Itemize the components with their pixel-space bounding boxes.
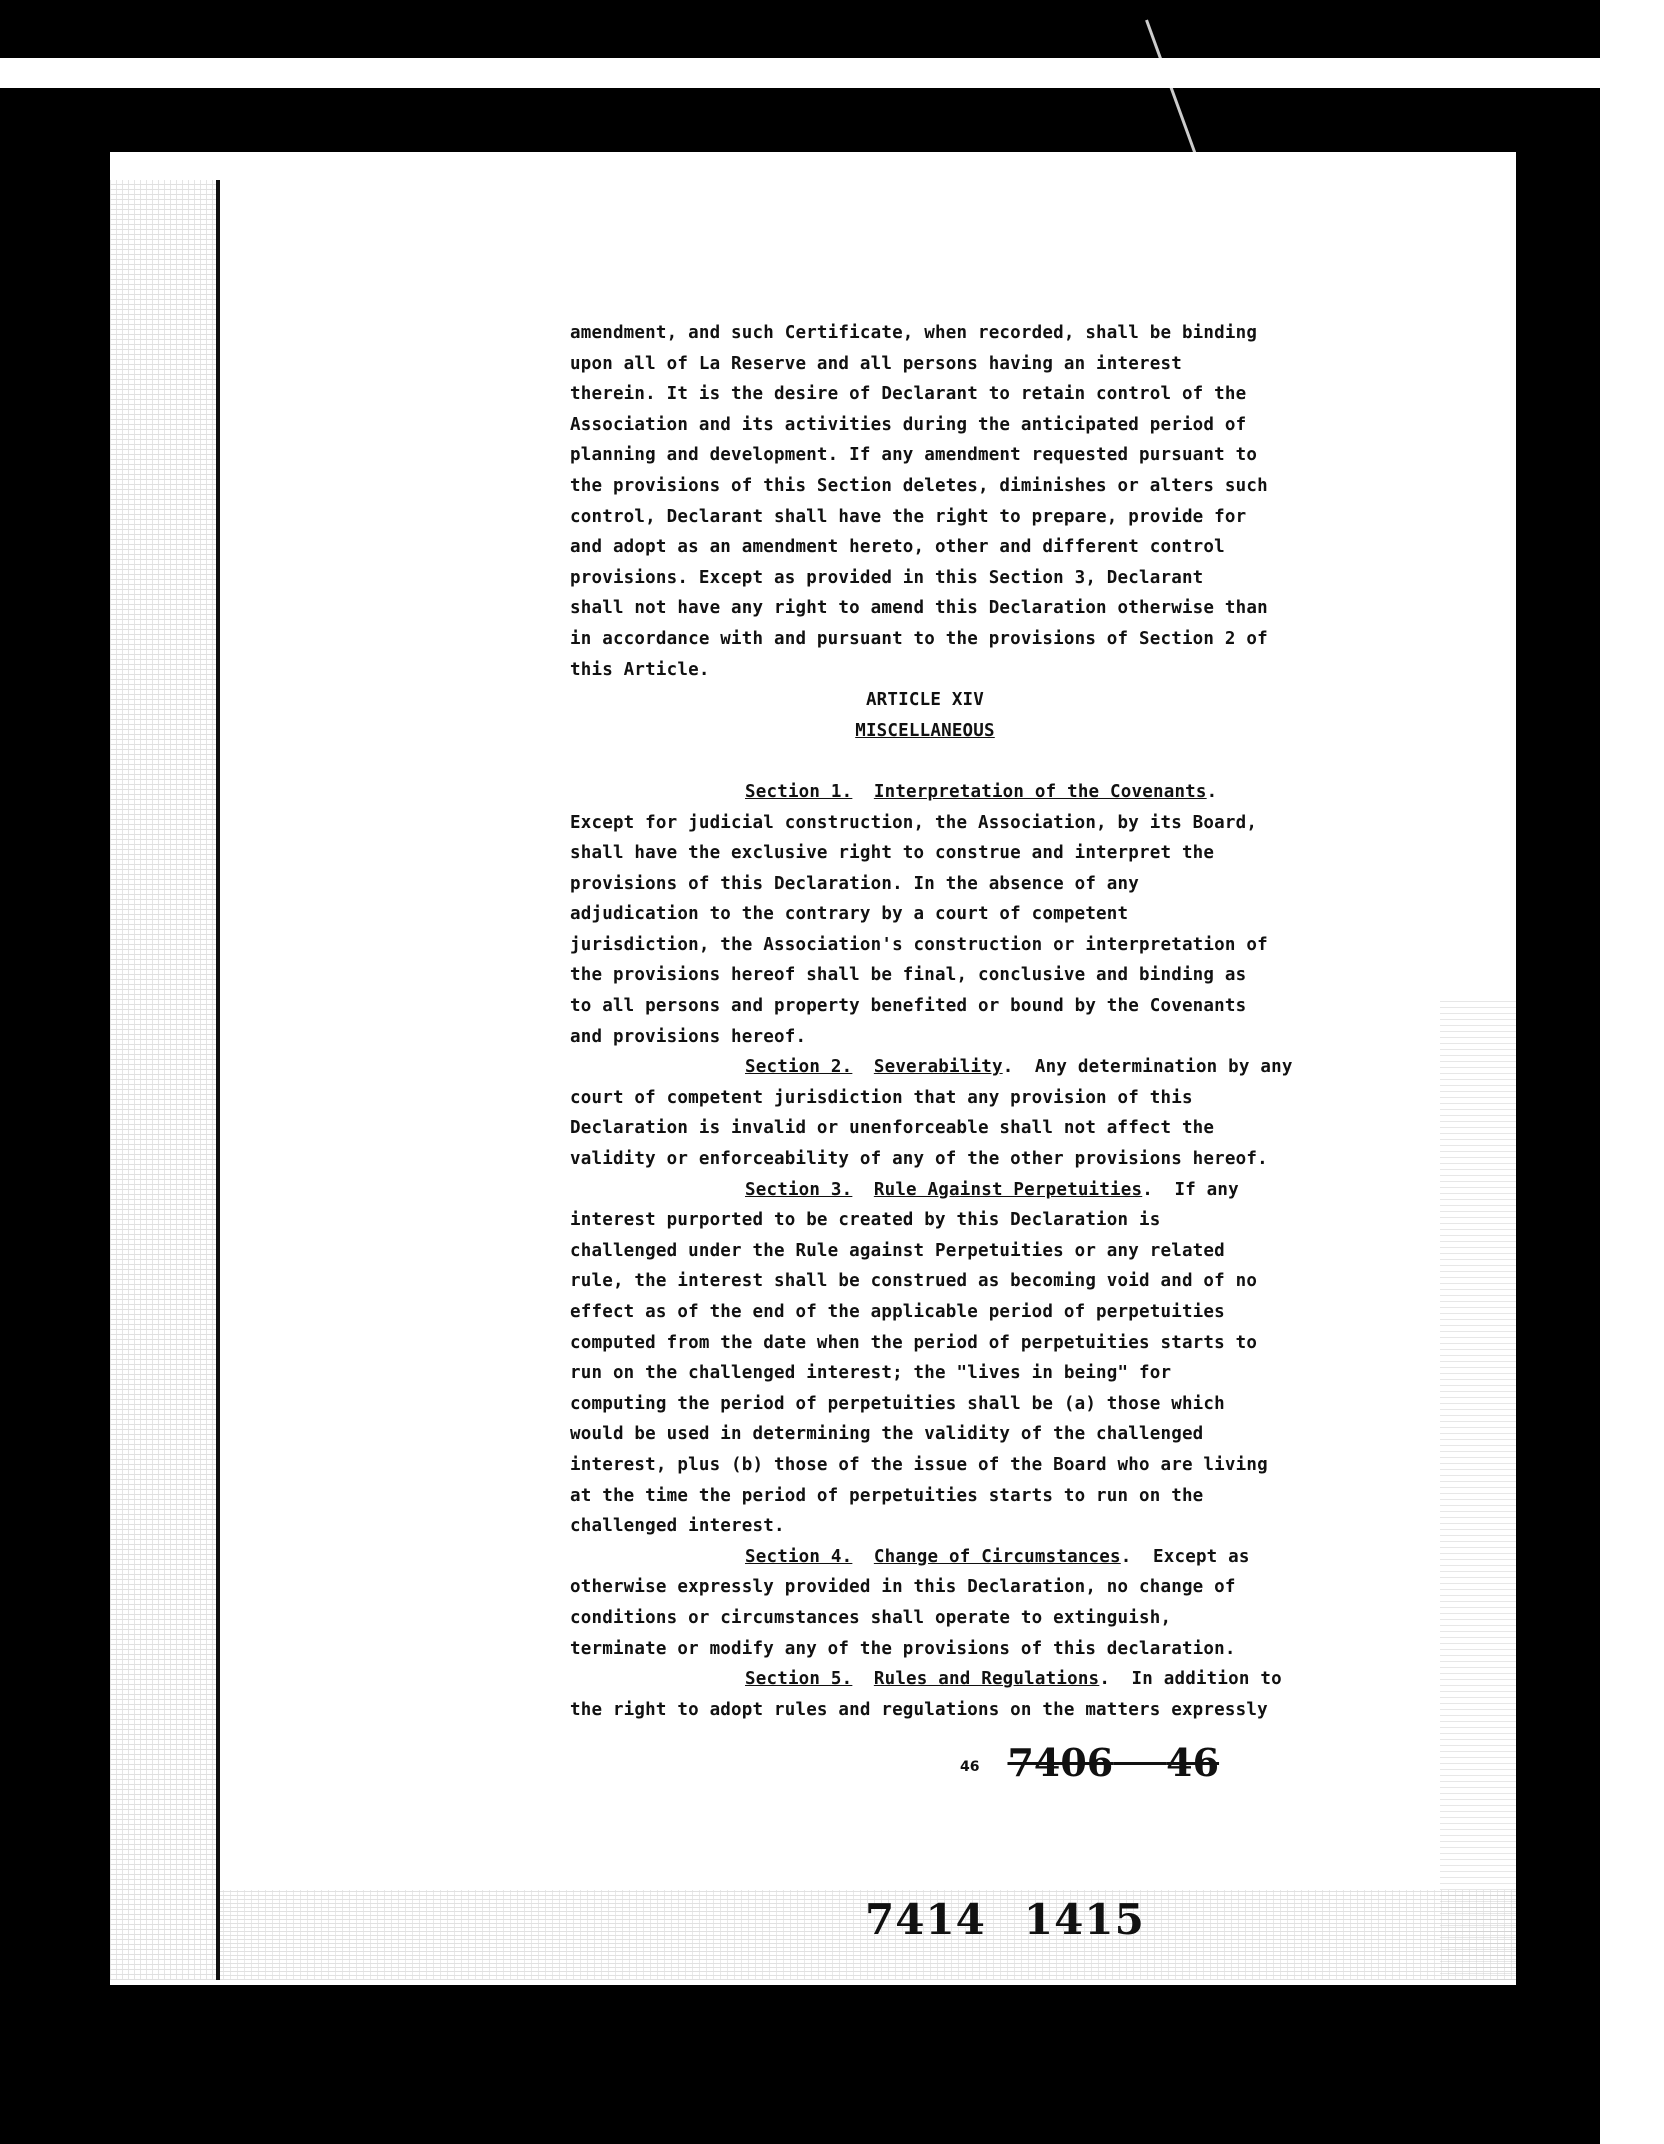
article-heading: ARTICLE XIV [865, 690, 985, 711]
text-line: computing the period of perpetuities shall be (a) those which [570, 1393, 1225, 1414]
spacer [570, 746, 1390, 777]
text-line: Except for judicial construction, the Association, by its Board, [570, 812, 1258, 833]
section-text: Any determination by any [1034, 1057, 1293, 1078]
section-5 [570, 1664, 1390, 1725]
text-line: would be used in determining the validity of the challenged [570, 1424, 1204, 1445]
text-line: jurisdiction, the Association's construction or interpretation of [570, 934, 1268, 955]
scan-border-left [0, 152, 110, 2144]
text-line: control, Declarant shall have the right to prepare, provide for [570, 506, 1247, 527]
text-line: the right to adopt rules and regulations on the matters expressly [570, 1699, 1268, 1720]
section-text: If any [1174, 1179, 1239, 1200]
stamp-gap [1113, 1740, 1166, 1785]
section-label: Section 1. [745, 781, 853, 802]
section-2 [570, 1052, 1390, 1174]
section-label: Section 2. [745, 1057, 853, 1078]
text-line: rule, the interest shall be construed as becoming void and of no [570, 1271, 1258, 1292]
section-3 [570, 1175, 1390, 1542]
text-line: validity or enforceability of any of the other provisions hereof. [570, 1149, 1268, 1170]
text-line: adjudication to the contrary by a court of competent [570, 904, 1129, 925]
text-line: challenged interest. [570, 1516, 785, 1537]
text-line: interest purported to be created by this Declaration is [570, 1210, 1161, 1231]
scan-noise-left [110, 180, 216, 1980]
text-line: and provisions hereof. [570, 1026, 807, 1047]
text-line: otherwise expressly provided in this Declaration, no change of [570, 1577, 1236, 1598]
text-line: upon all of La Reserve and all persons having an interest [570, 353, 1182, 374]
section-heading: Section 3. Rule Against Perpetuities. If any [745, 1179, 1239, 1200]
section-heading: Section 5. Rules and Regulations. In addition to [745, 1669, 1282, 1690]
text-line: in accordance with and pursuant to the provisions of Section 2 of [570, 628, 1268, 649]
text-line: challenged under the Rule against Perpetuities or any related [570, 1240, 1225, 1261]
section-heading: Section 1. Interpretation of the Covenants. [745, 781, 1218, 802]
text-line: shall have the exclusive right to construe and interpret the [570, 843, 1215, 864]
scan-noise-right [1440, 1000, 1516, 1980]
text-line: run on the challenged interest; the "lives in being" for [570, 1363, 1172, 1384]
text-line: interest, plus (b) those of the issue of the Board who are living [570, 1454, 1268, 1475]
text-line: effect as of the end of the applicable period of perpetuities [570, 1302, 1225, 1322]
scan-border-top [0, 0, 1600, 58]
stamp-small-number: 46 [960, 1758, 980, 1775]
section-text: In addition to [1131, 1669, 1282, 1690]
scan-border-top-band [0, 88, 1600, 152]
section-4 [570, 1542, 1390, 1664]
text-line: and adopt as an amendment hereto, other and different control [570, 537, 1225, 558]
text-line: provisions. Except as provided in this Section 3, Declarant [570, 567, 1204, 588]
page-edge-line [216, 180, 220, 1980]
paragraph-top [570, 318, 1390, 685]
section-1 [570, 777, 1390, 1052]
text-line: terminate or modify any of the provisions of this declaration. [570, 1638, 1236, 1659]
text-line: therein. It is the desire of Declarant to retain control of the [570, 384, 1247, 405]
section-heading: Section 4. Change of Circumstances. Except as [745, 1546, 1250, 1567]
text-line: amendment, and such Certificate, when recorded, shall be binding [570, 323, 1258, 343]
text-line: to all persons and property benefited or bound by the Covenants [570, 996, 1247, 1017]
old-book-page-stamp [960, 1740, 1219, 1785]
stamp-page-number: 1415 [1023, 1895, 1145, 1944]
section-title: Interpretation of the Covenants [873, 781, 1207, 802]
section-title: Rules and Regulations [873, 1669, 1100, 1690]
text-line: the provisions hereof shall be final, conclusive and binding as [570, 965, 1247, 986]
article-subheading: MISCELLANEOUS [855, 720, 995, 741]
section-heading: Section 2. Severability. Any determination by any [745, 1057, 1293, 1078]
text-line: at the time the period of perpetuities starts to run on the [570, 1485, 1204, 1506]
text-line: Declaration is invalid or unenforceable shall not affect the [570, 1118, 1215, 1139]
scan-border-bottom [0, 1985, 1600, 2144]
section-label: Section 4. [745, 1546, 853, 1567]
book-page-stamp [865, 1895, 1145, 1944]
section-title: Change of Circumstances [873, 1546, 1121, 1567]
text-line: planning and development. If any amendment requested pursuant to [570, 445, 1258, 466]
text-line: this Article. [570, 659, 710, 680]
scan-border-right [1516, 152, 1600, 2144]
section-title: Rule Against Perpetuities [873, 1179, 1143, 1200]
text-line: computed from the date when the period of perpetuities starts to [570, 1332, 1258, 1353]
section-label: Section 3. [745, 1179, 853, 1200]
text-line: shall not have any right to amend this Declaration otherwise than [570, 598, 1268, 619]
stamp-page-number: 46 [1166, 1740, 1220, 1785]
section-label: Section 5. [745, 1669, 853, 1690]
section-title: Severability [873, 1057, 1003, 1078]
text-line: provisions of this Declaration. In the absence of any [570, 873, 1140, 894]
text-line: Association and its activities during the anticipated period of [570, 414, 1247, 435]
document-body [570, 318, 1390, 1725]
text-line: conditions or circumstances shall operate to extinguish, [570, 1607, 1172, 1628]
stamp-book-number: 7414 [865, 1895, 986, 1944]
stamp-book-number: 7406 [1007, 1740, 1114, 1785]
text-line: court of competent jurisdiction that any provision of this [570, 1087, 1193, 1108]
section-text: Except as [1153, 1546, 1250, 1567]
text-line: the provisions of this Section deletes, diminishes or alters such [570, 475, 1268, 496]
